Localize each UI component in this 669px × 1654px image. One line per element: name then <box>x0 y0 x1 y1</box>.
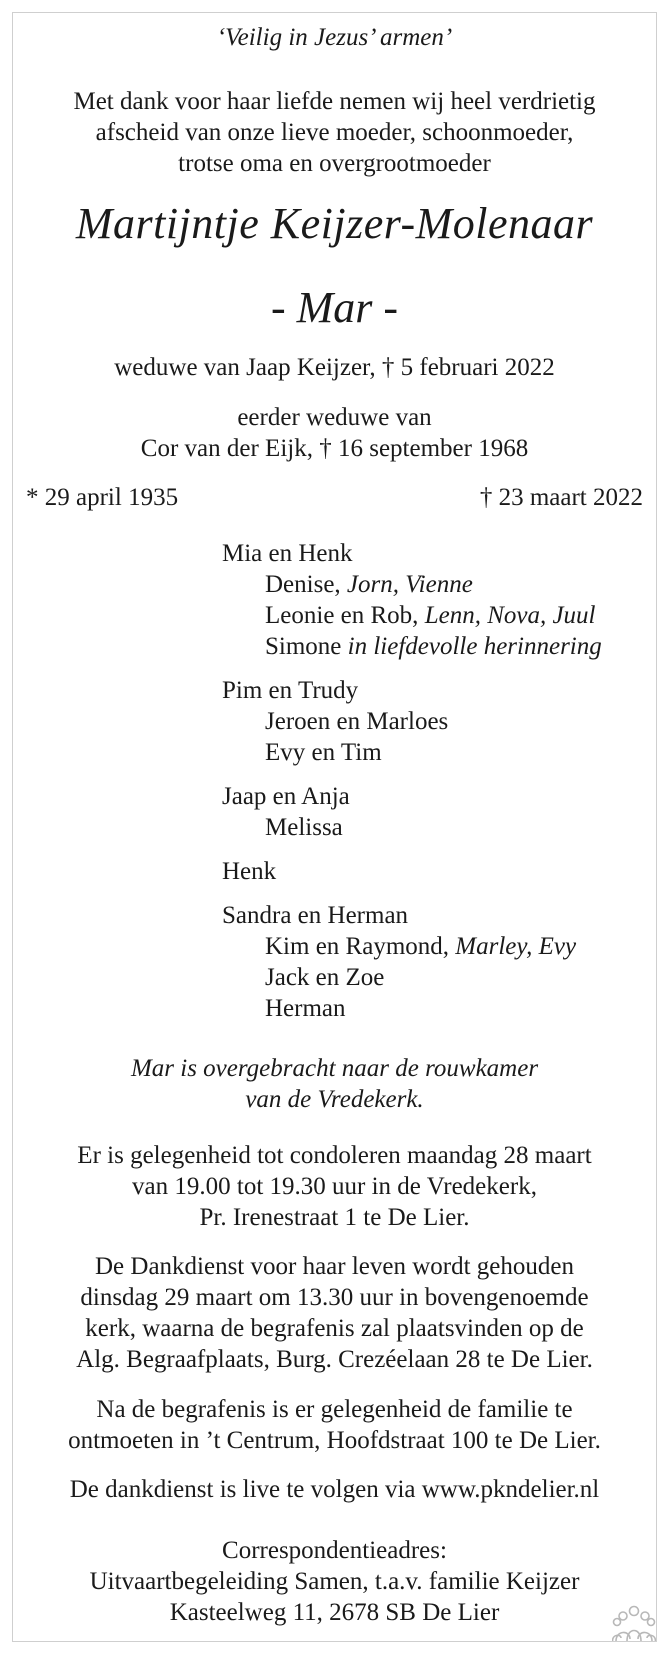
deceased-name: Martijntje Keijzer-Molenaar <box>75 199 594 248</box>
service-info <box>0 1251 669 1375</box>
family-child <box>222 962 602 993</box>
meeting-info <box>0 1394 669 1456</box>
family-child <box>222 812 602 843</box>
intro-line: afscheid van onze lieve moeder, schoonmoeder, <box>95 119 574 146</box>
family-child <box>222 737 602 768</box>
family-group <box>222 538 602 662</box>
child-name: Melissa <box>265 814 343 841</box>
family-group <box>222 856 602 887</box>
intro-line: Met dank voor haar liefde nemen wij heel verdrietig <box>73 88 596 115</box>
transfer-line: van de Vredekerk. <box>245 1086 424 1113</box>
child-name: Simone <box>265 633 348 660</box>
family-child <box>222 631 602 662</box>
family-child <box>222 931 602 962</box>
correspondence-line: Correspondentieadres: <box>222 1537 447 1564</box>
meeting-line: Na de begrafenis is er gelegenheid de familie te <box>96 1396 573 1423</box>
earlier-widow-line: Cor van der Eijk, † 16 september 1968 <box>140 435 529 462</box>
correspondence-address <box>0 1535 669 1628</box>
condolences-info <box>0 1140 669 1233</box>
child-name: Jeroen en Marloes <box>265 708 449 735</box>
family-list <box>222 538 602 1037</box>
grandchildren-names: Lenn, Nova, Juul <box>424 602 596 629</box>
grandchildren-names: Marley, Evy <box>455 933 577 960</box>
family-group <box>222 900 602 1024</box>
meeting-line: ontmoeten in ’t Centrum, Hoofdstraat 100 te De Lier. <box>68 1427 601 1454</box>
motto: ‘Veilig in Jezus’ armen’ <box>216 24 453 51</box>
child-name: Denise, <box>265 571 347 598</box>
livestream-info: De dankdienst is live te volgen via www.pkndelier.nl <box>69 1476 600 1503</box>
condolences-line: Er is gelegenheid tot condoleren maandag 28 maart <box>77 1142 592 1169</box>
birth-date: * 29 april 1935 <box>26 484 179 511</box>
child-name: Evy en Tim <box>265 739 382 766</box>
condolences-line: van 19.00 tot 19.30 uur in de Vredekerk, <box>132 1173 537 1200</box>
life-dates <box>26 484 643 512</box>
correspondence-line: Kasteelweg 11, 2678 SB De Lier <box>169 1599 500 1626</box>
service-line: dinsdag 29 maart om 13.30 uur in bovengenoemde <box>80 1284 589 1311</box>
people-group-icon <box>612 1605 656 1643</box>
family-parent: Jaap en Anja <box>222 783 350 810</box>
service-line: De Dankdienst voor haar leven wordt gehouden <box>94 1253 575 1280</box>
family-parent: Pim en Trudy <box>222 677 359 704</box>
child-name: Jack en Zoe <box>265 964 385 991</box>
intro-text <box>0 86 669 179</box>
transfer-line: Mar is overgebracht naar de rouwkamer <box>130 1055 539 1082</box>
intro-line: trotse oma en overgrootmoeder <box>178 150 491 177</box>
earlier-widow <box>0 402 669 464</box>
family-parent: Mia en Henk <box>222 540 353 567</box>
grandchildren-names: in liefdevolle herinnering <box>347 633 602 660</box>
family-child <box>222 706 602 737</box>
widow-of: weduwe van Jaap Keijzer, † 5 februari 2022 <box>114 354 555 381</box>
child-name: Herman <box>265 995 346 1022</box>
child-name: Leonie en Rob, <box>265 602 425 629</box>
child-name: Kim en Raymond, <box>265 933 456 960</box>
family-group <box>222 675 602 768</box>
family-group <box>222 781 602 843</box>
family-child <box>222 569 602 600</box>
family-child <box>222 993 602 1024</box>
grandchildren-names: Jorn, Vienne <box>346 571 473 598</box>
family-child <box>222 600 602 631</box>
correspondence-line: Uitvaartbegeleiding Samen, t.a.v. familie Keijzer <box>89 1568 580 1595</box>
service-line: Alg. Begraafplaats, Burg. Crezéelaan 28 te De Lier. <box>76 1346 593 1373</box>
death-date: † 23 maart 2022 <box>479 484 643 511</box>
earlier-widow-line: eerder weduwe van <box>237 404 432 431</box>
deceased-nickname: - Mar - <box>270 283 399 332</box>
family-parent: Sandra en Herman <box>222 902 409 929</box>
family-parent: Henk <box>222 858 277 885</box>
transfer-note <box>0 1053 669 1115</box>
condolences-line: Pr. Irenestraat 1 te De Lier. <box>199 1204 470 1231</box>
service-line: kerk, waarna de begrafenis zal plaatsvinden op de <box>85 1315 584 1342</box>
